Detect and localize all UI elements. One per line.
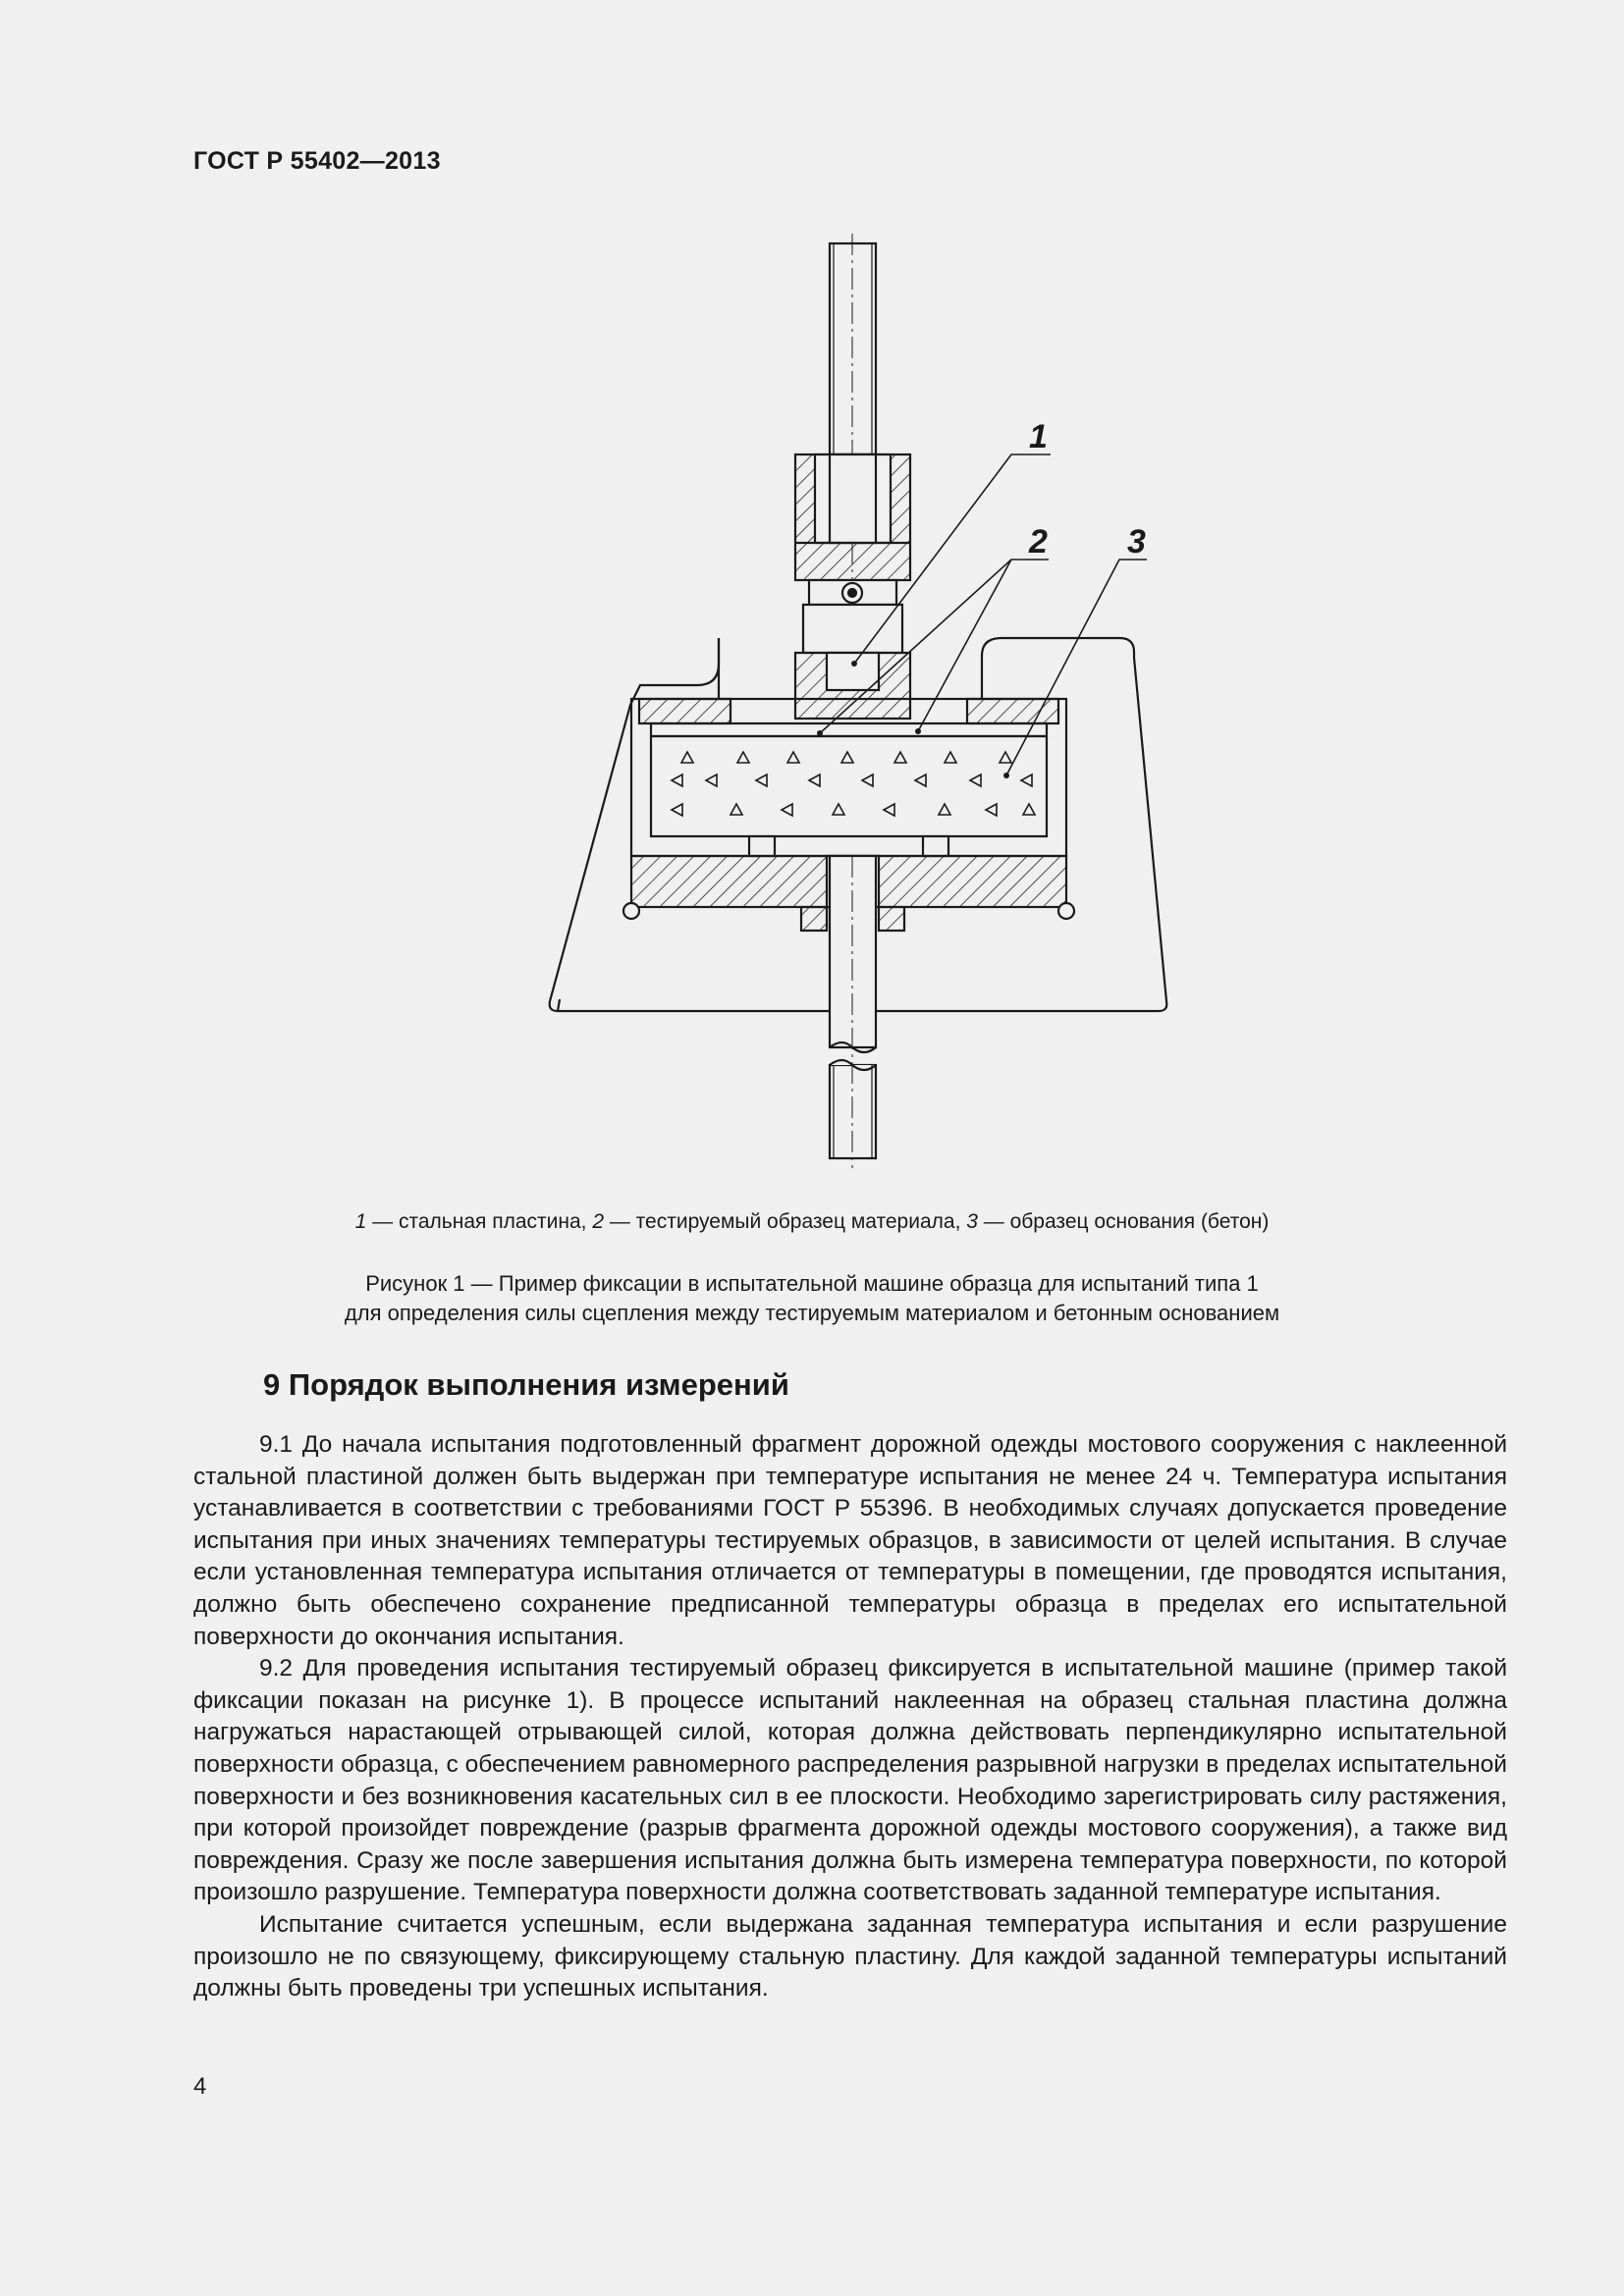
aggregate-triangle — [782, 804, 792, 816]
paragraph-9-1: 9.1 До начала испытания подготовленный фрагмент дорожной одежды мостового сооружения с наклеенной стальной пластиной должен быть выдержан при температуре испытания не менее 24 ч. Температура испытания устанавливается в соответствии с требованиями ГОСТ Р 55396. В необходимых случаях допускается проведение испытания при иных значениях температуры тестируемых образцов, в зависимости от целей испытания. В случае если установленная температура испытания отличается от температуры в помещении, где проводятся испытания, должно быть обеспечено сохранение предписанной температуры образца в пределах его испытательной поверхности до окончания испытания. — [193, 1431, 1507, 1650]
callout-2: 2 — [1029, 523, 1048, 561]
aggregate-triangle — [706, 774, 717, 786]
figure-test-fixture-drawing — [530, 231, 1188, 1173]
callout-3: 3 — [1127, 523, 1146, 561]
callout-1: 1 — [1029, 418, 1048, 455]
aggregate-triangle — [939, 804, 950, 815]
aggregate-triangle — [1000, 752, 1011, 763]
aggregate-triangle — [731, 804, 742, 815]
aggregate-triangle — [986, 804, 997, 816]
legend-number-1: 1 — [354, 1210, 367, 1233]
figure-caption — [0, 1269, 1624, 1328]
legend-number-3: 3 — [966, 1210, 978, 1233]
aggregate-pattern — [672, 752, 1035, 816]
legend-text-2: — тестируемый образец материала, — [604, 1210, 967, 1233]
aggregate-triangle — [970, 774, 981, 786]
aggregate-triangle — [681, 752, 693, 763]
aggregate-triangle — [756, 774, 767, 786]
aggregate-triangle — [787, 752, 799, 763]
figure-legend — [0, 1210, 1624, 1234]
aggregate-triangle — [833, 804, 844, 815]
aggregate-triangle — [1021, 774, 1032, 786]
legend-text-1: — стальная пластина, — [366, 1210, 593, 1233]
paragraph-9-2: 9.2 Для проведения испытания тестируемый образец фиксируется в испытательной машине (пример такой фиксации показан на рисунке 1). В процессе испытаний наклеенная на образец стальная пластина должна нагружаться нарастающей отрывающей силой, которая должна действовать перпендикулярно испытательной поверхности образца, с обеспечением равномерного распределения разрывной нагрузки в пределах испытательной поверхности и без возникновения касательных сил в ее плоскости. Необходимо зарегистрировать силу растяжения, при которой произойдет повреждение (разрыв фрагмента дорожной одежды мостового сооружения), а также вид повреждения. Сразу же после завершения испытания должна быть измерена температура поверхности, по которой произошло разрушение. Температура поверхности должна соответствовать заданной температуре испытания. — [193, 1655, 1507, 1906]
paragraph-success-criteria: Испытание считается успешным, если выдержана заданная температура испытания и если разрушение произошло не по связующему, фиксирующему стальную пластину. Для каждой заданной температуры испытаний должны быть проведены три успешных испытания. — [193, 1910, 1507, 2002]
leader-line-3 — [1006, 560, 1147, 775]
aggregate-triangle — [884, 804, 894, 816]
aggregate-triangle — [894, 752, 906, 763]
aggregate-triangle — [862, 774, 873, 786]
legend-text-3: — образец основания (бетон) — [977, 1210, 1270, 1233]
aggregate-triangle — [945, 752, 956, 763]
section-heading: 9 Порядок выполнения измерений — [263, 1367, 789, 1402]
aggregate-triangle — [672, 774, 682, 786]
document-code: ГОСТ Р 55402—2013 — [193, 147, 441, 175]
aggregate-triangle — [915, 774, 926, 786]
concrete-base — [651, 736, 1047, 836]
section-body — [193, 1429, 1507, 2005]
legend-number-2: 2 — [592, 1210, 604, 1233]
aggregate-triangle — [737, 752, 749, 763]
figure-caption-line-2: для определения силы сцепления между тестируемым материалом и бетонным основанием — [344, 1301, 1280, 1325]
figure-caption-line-1: Рисунок 1 — Пример фиксации в испытательной машине образца для испытаний типа 1 — [365, 1271, 1259, 1296]
aggregate-triangle — [841, 752, 853, 763]
steel-plate — [651, 723, 1047, 736]
aggregate-triangle — [1023, 804, 1035, 815]
page-number: 4 — [193, 2073, 207, 2100]
aggregate-triangle — [672, 804, 682, 816]
aggregate-triangle — [809, 774, 820, 786]
